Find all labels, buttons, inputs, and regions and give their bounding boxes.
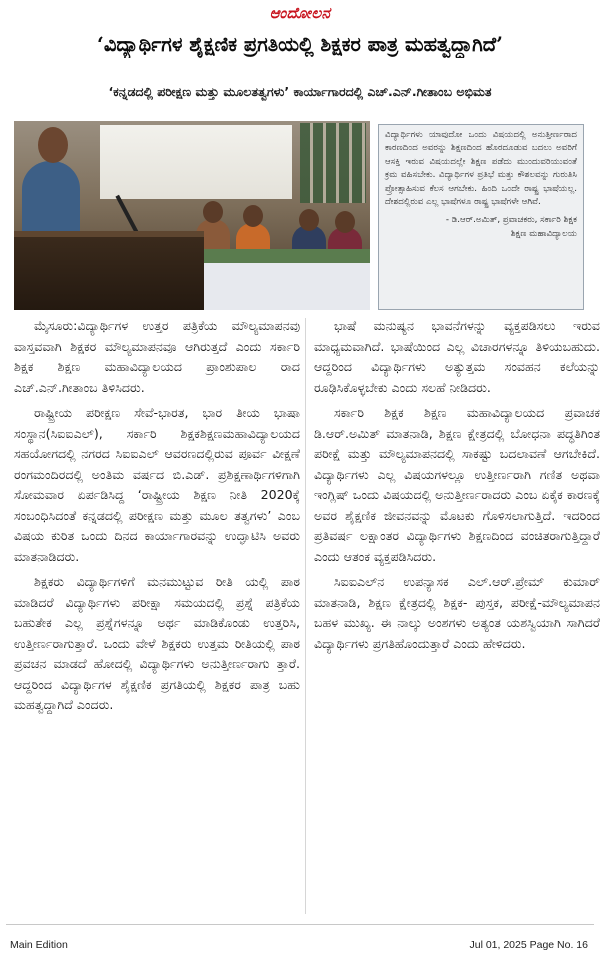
guest-head	[299, 209, 319, 231]
quote-attribution-line: ಶಿಕ್ಷಣ ಮಹಾವಿದ್ಯಾಲಯ	[510, 228, 577, 239]
guest-head	[335, 211, 355, 233]
article-paragraph: ಮೈಸೂರು:ವಿದ್ಯಾರ್ಥಿಗಳ ಉತ್ತರ ಪತ್ರಿಕೆಯ ಮೌಲ್ಯಮಾಪನವು ವಾಸ್ತವವಾಗಿ ಶಿಕ್ಷಕರ ಮೌಲ್ಯಮಾಪನವೂ ಆಗಿರುತ್ತದೆ ಎಂದು ಸರ್ಕಾರಿ ಶಿಕ್ಷಕ ಶಿಕ್ಷಣ ಮಹಾವಿದ್ಯಾಲಯದ ಪ್ರಾಂಶುಪಾಲ ರಾದ ಎಚ್.ಎನ್.ಗೀತಾಂಬ ತಿಳಿಸಿದರು.	[14, 318, 300, 395]
quote-text: ವಿದ್ಯಾರ್ಥಿಗಳು ಯಾವುದೋ ಒಂದು ವಿಷಯದಲ್ಲಿ ಅನುತ್ತೀರ್ಣರಾದ ಕಾರಣದಿಂದ ಅವರನ್ನು ಶಿಕ್ಷಣದಿಂದ ಹೊರದೂಡುವ ಬದಲು ಅವರಿಗೆ ಆಸಕ್ತಿ ಇರುವ ವಿಷಯದಲ್ಲೇ ಶಿಕ್ಷಣ ಪಡೆದು ಮುಂದುವರಿಯುವಂತೆ ಕ್ರಮ ವಹಿಸಬೇಕು. ವಿದ್ಯಾರ್ಥಿಗಳ ಪ್ರತಿಭೆ ಮತ್ತು ಕೌಶಲವನ್ನು ಗುರುತಿಸಿ ಪ್ರೋತ್ಸಾಹಿಸುವ ಕೆಲಸ ಆಗಬೇಕು. ಹಿಂದಿ ಒಂದೇ ರಾಷ್ಟ್ರ ಭಾಷೆಯಲ್ಲ. ದೇಶದಲ್ಲಿರುವ ಎಲ್ಲ ಭಾಷೆಗಳೂ ರಾಷ್ಟ್ರ ಭಾಷೆಗಳೇ ಆಗಿವೆ.	[385, 130, 577, 208]
article-paragraph: ರಾಷ್ಟ್ರೀಯ ಪರೀಕ್ಷಣ ಸೇವೆ-ಭಾರತ, ಭಾರ ತೀಯ ಭಾಷಾ ಸಂಸ್ಥಾನ(ಸಿಐಐಎಲ್), ಸರ್ಕಾರಿ ಶಿಕ್ಷಕಶಿಕ್ಷಣಮಹಾವಿದ್ಯಾಲಯದ ಸಹಯೋಗದಲ್ಲಿ ನಗರದ ಸಿಐಐಎಲ್ ಆವರಣದಲ್ಲಿರುವ ಪೂರ್ವ ವೀಕ್ಷಣೆ ರಂಗಮಂದಿರದಲ್ಲಿ ಅಂತಿಮ ವರ್ಷದ ಬಿ.ಎಡ್. ಪ್ರಶಿಕ್ಷಣಾರ್ಥಿಗಳಿಗಾಗಿ ಸೋಮವಾರ ಏರ್ಪಡಿಸಿದ್ದ ‘ರಾಷ್ಟ್ರೀಯ ಶಿಕ್ಷಣ ನೀತಿ 2020ಕ್ಕೆ ಸಂಬಂಧಿಸಿದಂತೆ ಕನ್ನಡದಲ್ಲಿ ಪರೀಕ್ಷಣ ಮತ್ತು ಮೂಲ ತತ್ವಗಳು’ ಎಂಬ ವಿಷಯ ಕುರಿತ ಒಂದು ದಿನದ ಕಾರ್ಯಾಗಾರವನ್ನು ಉದ್ಘಾಟಿಸಿ ಅವರು ಮಾತನಾಡಿದರು.	[14, 405, 300, 564]
date-page-label: Jul 01, 2025 Page No. 16	[469, 939, 588, 951]
article-paragraph: ಭಾಷೆ ಮನುಷ್ಯನ ಭಾವನೆಗಳನ್ನು ವ್ಯಕ್ತಪಡಿಸಲು ಇರುವ ಮಾಧ್ಯಮವಾಗಿದೆ. ಭಾಷೆಯಿಂದ ಎಲ್ಲ ವಿಚಾರಗಳನ್ನೂ ತಿಳಿಯಬಹುದು. ಆದ್ದರಿಂದ ವಿದ್ಯಾರ್ಥಿಗಳು ಅತ್ಯುತ್ತಮ ಸಂವಹನ ಕಲೆಯನ್ನು ರೂಢಿಸಿಕೊಳ್ಳಬೇಕು ಎಂದು ಸಲಹೆ ನೀಡಿದರು.	[314, 318, 600, 395]
masthead-logo: ಆಂದೋಲನ	[269, 4, 331, 22]
article-paragraph: ಶಿಕ್ಷಕರು ವಿದ್ಯಾರ್ಥಿಗಳಿಗೆ ಮನಮುಟ್ಟುವ ರೀತಿ ಯಲ್ಲಿ ಪಾಠ ಮಾಡಿದರೆ ವಿದ್ಯಾರ್ಥಿಗಳು ಪರೀಕ್ಷಾ ಸಮಯದಲ್ಲಿ ಪ್ರಶ್ನೆ ಪತ್ರಿಕೆಯ ಬಹುತೇಕ ಎಲ್ಲ ಪ್ರಶ್ನೆಗಳನ್ನೂ ಅರ್ಥ ಮಾಡಿಕೊಂಡು ಉತ್ತರಿಸಿ, ಉತ್ತೀರ್ಣರಾಗುತ್ತಾರೆ. ಒಂದು ವೇಳೆ ಶಿಕ್ಷಕರು ಉತ್ತಮ ರೀತಿಯಲ್ಲಿ ಪಾಠ ಪ್ರವಚನ ಮಾಡದೆ ಹೋದಲ್ಲಿ ವಿದ್ಯಾರ್ಥಿಗಳು ಅನುತ್ತೀರ್ಣರಾಗು ತ್ತಾರೆ. ಆದ್ದರಿಂದ ವಿದ್ಯಾರ್ಥಿಗಳ ಶೈಕ್ಷಣಿಕ ಪ್ರಗತಿಯಲ್ಲಿ ಶಿಕ್ಷಕರ ಪಾತ್ರ ಬಹು ಮಹತ್ವದ್ದಾಗಿದೆ ಎಂದರು.	[14, 574, 300, 712]
wall-frames	[300, 123, 366, 203]
speaker-head	[38, 127, 68, 163]
article-column-left	[14, 316, 300, 721]
event-photo	[14, 121, 370, 310]
headline: ‘ವಿದ್ಯಾರ್ಥಿಗಳ ಶೈಕ್ಷಣಿಕ ಪ್ರಗತಿಯಲ್ಲಿ ಶಿಕ್ಷಕರ ಪಾತ್ರ ಮಹತ್ವದ್ದಾಗಿದೆ’	[97, 33, 503, 56]
edition-label: Main Edition	[10, 939, 68, 951]
quote-attribution	[385, 214, 577, 241]
projector-screen	[100, 125, 292, 199]
podium	[14, 237, 204, 310]
article-paragraph: ಸರ್ಕಾರಿ ಶಿಕ್ಷಕ ಶಿಕ್ಷಣ ಮಹಾವಿದ್ಯಾಲಯದ ಪ್ರವಾಚಕ ಡಿ.ಆರ್.ಅಮಿತ್ ಮಾತನಾಡಿ, ಶಿಕ್ಷಣ ಕ್ಷೇತ್ರದಲ್ಲಿ ಬೋಧನಾ ಪದ್ಧತಿಗಿಂತ ಪರೀಕ್ಷೆ ಮತ್ತು ಮೌಲ್ಯಮಾಪನದಲ್ಲಿ ಸಾಕಷ್ಟು ಬದಲಾವಣೆ ಆಗಬೇಕಿದೆ. ವಿದ್ಯಾರ್ಥಿಗಳು ಎಲ್ಲ ವಿಷಯಗಳಲ್ಲೂ ಉತ್ತೀರ್ಣರಾಗಿ ಗಣಿತ ಅಥವಾ ಇಂಗ್ಲಿಷ್ ಒಂದು ವಿಷಯದಲ್ಲಿ ಅನುತ್ತೀರ್ಣರಾದರು ಎಂಬ ಏಕೈಕ ಕಾರಣಕ್ಕೆ ಅವರ ಶೈಕ್ಷಣಿಕ ಜೀವನವನ್ನು ಮೊಟಕು ಗೊಳಿಸಲಾಗುತ್ತಿದೆ. ಇದರಿಂದ ಪ್ರತಿವರ್ಷ ಲಕ್ಷಾಂತರ ವಿದ್ಯಾರ್ಥಿಗಳು ಶಿಕ್ಷಣದಿಂದ ವಂಚಿತರಾಗುತ್ತಿದ್ದಾರೆ ಎಂದು ಆತಂಕ ವ್ಯಕ್ತಪಡಿಸಿದರು.	[314, 405, 600, 564]
quote-attribution-line: - ಡಿ.ಆರ್.ಅಮಿತ್, ಪ್ರವಾಚಕರು, ಸರ್ಕಾರಿ ಶಿಕ್ಷಕ	[445, 215, 577, 226]
quote-box	[378, 124, 584, 310]
subheadline: ‘ಕನ್ನಡದಲ್ಲಿ ಪರೀಕ್ಷಣ ಮತ್ತು ಮೂಲತತ್ವಗಳು’ ಕಾರ್ಯಾಗಾರದಲ್ಲಿ ಎಚ್.ಎನ್.ಗೀತಾಂಬ ಅಭಿಮತ	[108, 84, 492, 99]
article-column-right	[314, 316, 600, 659]
guest-head	[203, 201, 223, 223]
column-divider	[305, 318, 306, 914]
article-paragraph: ಸಿಐಐಎಲ್‌ನ ಉಪನ್ಯಾಸಕ ಎಲ್.ಆರ್.ಪ್ರೇಮ್ ಕುಮಾರ್ ಮಾತನಾಡಿ, ಶಿಕ್ಷಣ ಕ್ಷೇತ್ರದಲ್ಲಿ ಶಿಕ್ಷಕ- ಪುಸ್ತಕ, ಪರೀಕ್ಷೆ-ಮೌಲ್ಯಮಾಪನ ಬಹಳ ಮುಖ್ಯ. ಈ ನಾಲ್ಕು ಅಂಶಗಳು ಅತ್ಯಂತ ಯಶಸ್ವಿಯಾಗಿ ಸಾಗಿದರೆ ವಿದ್ಯಾರ್ಥಿಗಳು ಪ್ರಗತಿಹೊಂದುತ್ತಾರೆ ಎಂದು ಹೇಳಿದರು.	[314, 574, 600, 651]
footer-rule	[6, 924, 594, 925]
guest-head	[243, 205, 263, 227]
